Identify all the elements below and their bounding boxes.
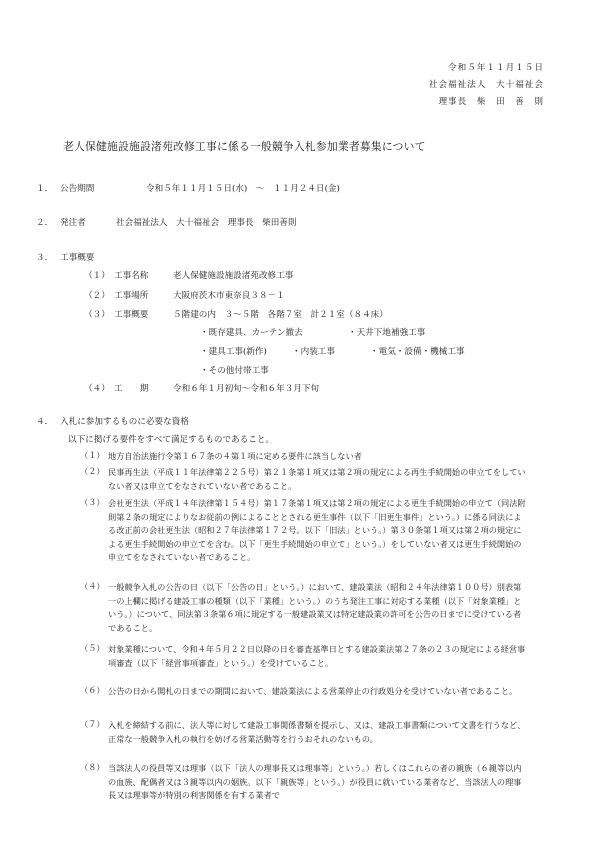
- work-location-number: （２）: [84, 291, 110, 301]
- work-period-value: 令和６年１月初旬～令和６年３月下旬: [173, 384, 320, 394]
- work-overview-value: ５階建の内 ３～５階 各階７室 計２１室（８４床）: [173, 310, 388, 320]
- section-2-value: 社会福祉法人 大十福祉会 理事長 柴田善則: [116, 218, 297, 228]
- req-1-text: 地方自治法施行令第１６７条の４第１項に定める要件に該当しない者: [108, 451, 362, 461]
- work-item-removal: ・既存建具、カーテン撤去: [200, 328, 303, 338]
- req-2-number: （２）: [80, 466, 105, 476]
- req-2-text: 民事再生法（平成１１年法律第２２５号）第２１条第１項又は第２項の規定による再生手続開始の申立てをしていない者又は申立てをなされていない者であること。: [108, 467, 526, 491]
- section-3-number: ３．: [36, 253, 54, 263]
- work-location-label: 工事場所: [114, 291, 149, 301]
- req-8-number: （８）: [80, 762, 105, 772]
- work-name-label: 工事名称: [114, 271, 149, 281]
- work-period-number: （４）: [84, 384, 110, 394]
- section-4-number: ４．: [36, 417, 54, 427]
- issue-date: 令和５年１１月１５日: [448, 63, 544, 73]
- section-1-value: 令和５年１１月１５日(水) ～ １１月２４日(金): [146, 184, 340, 194]
- req-5-number: （５）: [80, 643, 105, 653]
- work-item-ceiling: ・天井下地補強工事: [348, 328, 426, 338]
- req-3-text: 会社更生法（平成１４年法律第１５４号）第１７条第１項又は第２項の規定による更生手続開始の申立て（同法附則第２条の規定によりなお従前の例によることとされる更生事件（以下「旧更生事件」という。）に係る同法による改正前の会社更生法（昭和２７年法律第１７２号。以下「旧法」という。）第３０条第１項又は第２項の規定による更生手続開始の申立てを含む。以下「更生手続開始の申立て」という。）をしていない者又は更生手続開始の申立てをなされていない者であること。: [108, 498, 526, 562]
- req-5-text: 対象業種について、令和４年５月２２日以降の日を審査基準日とする建設業法第２７条の２３の規定による経営事項審査（以下「経営事項審査」という。）を受けていること。: [108, 644, 526, 668]
- work-item-other: ・その他付帯工事: [200, 366, 269, 376]
- req-3-number: （３）: [80, 497, 105, 507]
- req-8-text: 当該法人の役員等又は理事（以下「法人の理事長又は理事等」という。）若しくはこれらの者の親族（６親等以内の血族、配偶者又は３親等以内の姻族。以下「親族等」という。）が役員に就いている業者など、当該法人の理事長又は理事等が特別の利害関係を有する業者で: [108, 763, 522, 800]
- work-item-fittings: ・建具工事(新作): [200, 347, 267, 357]
- section-1-number: １．: [36, 184, 54, 194]
- section-1-label: 公告期間: [60, 184, 95, 194]
- req-4-text: 一般競争入札の公告の日（以下「公告の日」という。）において、建設業法（昭和２４年法律第１００号）別表第一の上欄に掲げる建設工事の種類（以下「業種」という。）のうち発注工事に対応する業種（以下「対象業種」という。）について、同法第３条第６項に規定する一般建設業又は特定建設業の許可を公告の日までに受けている者であること。: [108, 582, 522, 633]
- req-7-text: 入札を締結する前に、法人等に対して建設工事関係書類を提示し、又は、建設工事書類について文書を行うなど、正常な一般競争入札の執行を妨げる営業活動等を行うおそれのないもの。: [108, 720, 526, 744]
- req-6-number: （６）: [80, 685, 105, 695]
- work-name-value: 老人保健施設施設渚苑改修工事: [173, 271, 294, 281]
- section-2-number: ２．: [36, 218, 54, 228]
- req-7-number: （７）: [80, 719, 105, 729]
- work-item-electrical: ・電気・設備・機械工事: [370, 347, 465, 357]
- representative-name: 理事長 柴 田 善 則: [438, 97, 544, 107]
- section-3-label: 工事概要: [60, 253, 95, 263]
- section-4-intro: 以下に掲げる要件をすべて満足するものであること。: [68, 435, 275, 445]
- work-name-number: （１）: [84, 271, 110, 281]
- work-item-interior: ・内装工事: [292, 347, 335, 357]
- section-2-label: 発注者: [60, 218, 86, 228]
- organization-name: 社会福祉法人 大十福祉会: [428, 80, 544, 90]
- req-4-number: （４）: [80, 581, 105, 591]
- req-1-number: （１）: [80, 450, 105, 460]
- work-overview-label: 工事概要: [114, 310, 149, 320]
- req-6-text: 公告の日から開札の日までの期間において、建設業法による営業停止の行政処分を受けていない者であること。: [108, 686, 518, 696]
- document-title: 老人保健施設施設渚苑改修工事に係る一般競争入札参加業者募集について: [63, 140, 426, 153]
- section-4-label: 入札に参加するものに必要な資格: [60, 417, 189, 427]
- work-period-label: 工 期: [114, 384, 149, 394]
- work-location-value: 大阪府茨木市東奈良３８－１: [173, 291, 285, 301]
- work-overview-number: （３）: [84, 310, 110, 320]
